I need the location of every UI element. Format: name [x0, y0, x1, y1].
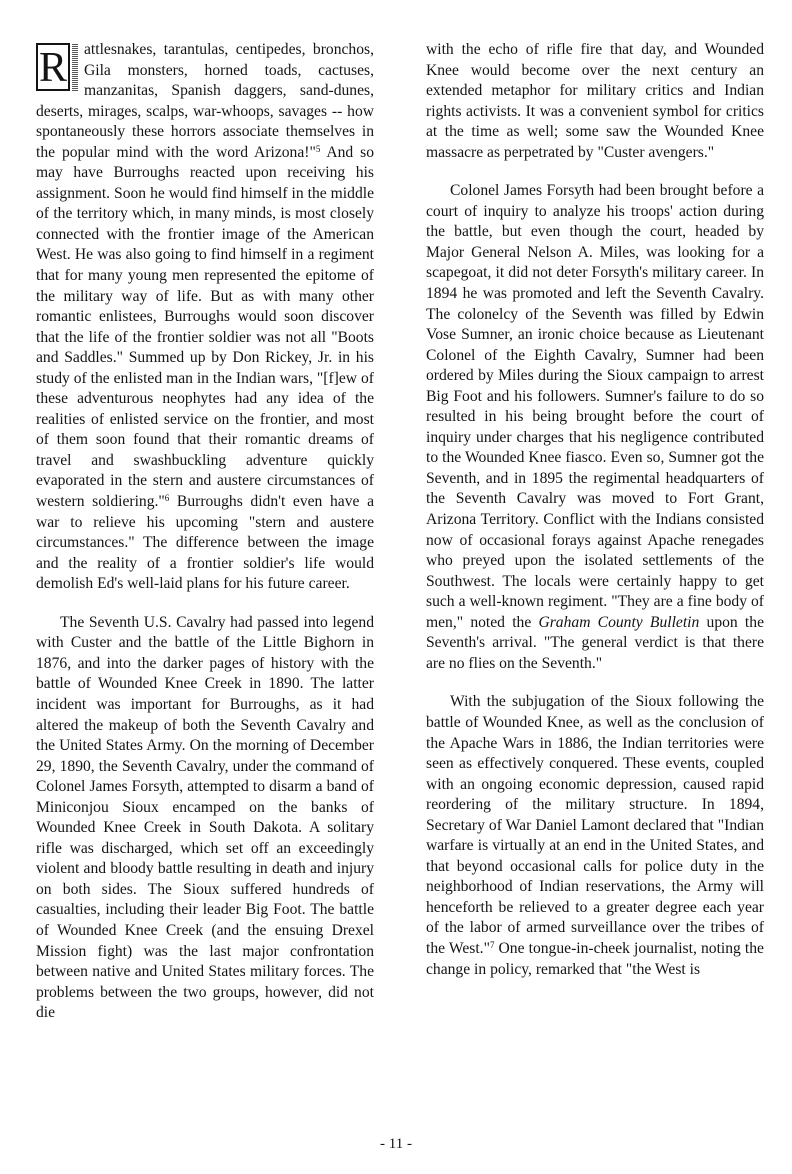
footnote-marker: 5 — [315, 143, 321, 154]
footnote-marker: 7 — [489, 939, 495, 950]
page-number: - 11 - — [380, 1136, 412, 1152]
text-run: And so may have Burroughs reacted upon receiving his assignment. Soon he would find himself in the middle of the territory which, in many minds, is most closely connected with the frontier image of the American West. He was also going to find himself in a regiment that for many young men represented the epitome of the military way of life. But as with many other romantic enlistees, Burroughs would soon discover that the life of the frontier soldier was not all "Boots and Saddles." Summed up by Don Rickey, Jr. in his study of the enlisted man in the Indian wars, "[f]ew of these adventurous neophytes had any idea of the realities of enlisted service on the frontier, and most of them soon found that their romantic dreams of travel and swashbuckling adventure quickly evaporated in the stern and austere circumstances of western soldiering." — [36, 143, 374, 511]
text-run: Burroughs didn't even have a war to relieve his upcoming "stern and austere circumstances." The difference between the image and the reality of a frontier soldier's life would demolish Ed's well-laid plans for his future career. — [36, 493, 374, 593]
text-run: Colonel James Forsyth had been brought before a court of inquiry to analyze his troops' action during the battle, but even though the court, headed by Major General Nelson A. Miles, was looking for a scapegoat, it did not deter Forsyth's military career. In 1894 he was promoted and left the Seventh Cavalry. The colonelcy of the Seventh was filled by Edwin Vose Sumner, an ironic choice because as Lieutenant Colonel of the Eighth Cavalry, Sumner had been ordered by Miles during the Sioux campaign to arrest Big Foot and his followers. Sumner's failure to do so resulted in his being brought before the court of inquiry under charges that his negligence contributed to the Wounded Knee fiasco. Even so, Sumner got the Seventh, and in 1895 the regimental headquarters of the Seventh Cavalry was moved to Fort Grant, Arizona Territory. Conflict with the Indians consisted now of occasional forays against Apache renegades who preyed upon the isolated settlements of the Southwest. The locals were certainly happy to get such a well-known regiment. "They are a fine body of men," noted the — [426, 182, 764, 631]
footnote-marker: 6 — [164, 493, 170, 504]
drop-cap-shading — [72, 43, 78, 91]
paragraph-forsyth — [426, 181, 764, 674]
text-run: upon the Seventh's arrival. "The general verdict is that there are no flies on the Seventh." — [426, 613, 764, 672]
right-column — [426, 40, 764, 980]
paragraph-arizona — [36, 40, 374, 595]
publication-title: Graham County Bulletin — [538, 613, 700, 631]
paragraph-seventh-cavalry: The Seventh U.S. Cavalry had passed into legend with Custer and the battle of the Little Bighorn in 1876, and into the darker pages of history with the battle of Wounded Knee Creek in 1890. The latter incident was important for Burroughs, as it had altered the makeup of both the Seventh Cavalry and the United States Army. On the morning of December 29, 1890, the Seventh Cavalry, under the command of Colonel James Forsyth, attempted to disarm a band of Miniconjou Sioux encamped on the banks of Wounded Knee Creek in South Dakota. A solitary rifle was discharged, which set off an exceedingly violent and bloody battle resulting in death and injury on both sides. The Sioux suffered hundreds of casualties, including their leader Big Foot. The battle of Wounded Knee Creek (and the ensuing Drexel Mission fight) was the last major confrontation between native and United States military forces. The problems between the two groups, however, did not die — [36, 613, 374, 1022]
left-column — [36, 40, 374, 1024]
drop-cap-ornament — [36, 43, 78, 91]
paragraph-continued: with the echo of rifle fire that day, and Wounded Knee would become over the next century an extended metaphor for military critics and Indian rights activists. It was a convenient symbol for critics at the time as well; some saw the Wounded Knee massacre as perpetrated by "Custer avengers." — [426, 41, 764, 161]
text-run: attlesnakes, tarantulas, centipedes, bronchos, Gila monsters, horned toads, cactuses, manzanitas, Spanish daggers, sand-dunes, deserts, mirages, scalps, war-whoops, savages -- how spontaneously these horrors associate themselves in the popular mind with the word Arizona!" — [36, 41, 374, 161]
text-run: One tongue-in-cheek journalist, noting the change in policy, remarked that "the West is — [426, 939, 764, 978]
drop-cap-letter: R — [36, 43, 70, 91]
paragraph-subjugation — [426, 692, 764, 980]
text-run: With the subjugation of the Sioux following the battle of Wounded Knee, as well as the conclusion of the Apache Wars in 1886, the Indian territories were seen as effectively conquered. These events, coupled with an ongoing economic depression, caused rapid reordering of the military structure. In 1894, Secretary of War Daniel Lamont declared that "Indian warfare is virtually at an end in the United States, and that beyond occasional calls for police duty in the neighborhood of Indian reservations, the Army will henceforth be relieved to a greater degree each year of the labor of armed surveillance over the tribes of the West." — [426, 693, 764, 957]
